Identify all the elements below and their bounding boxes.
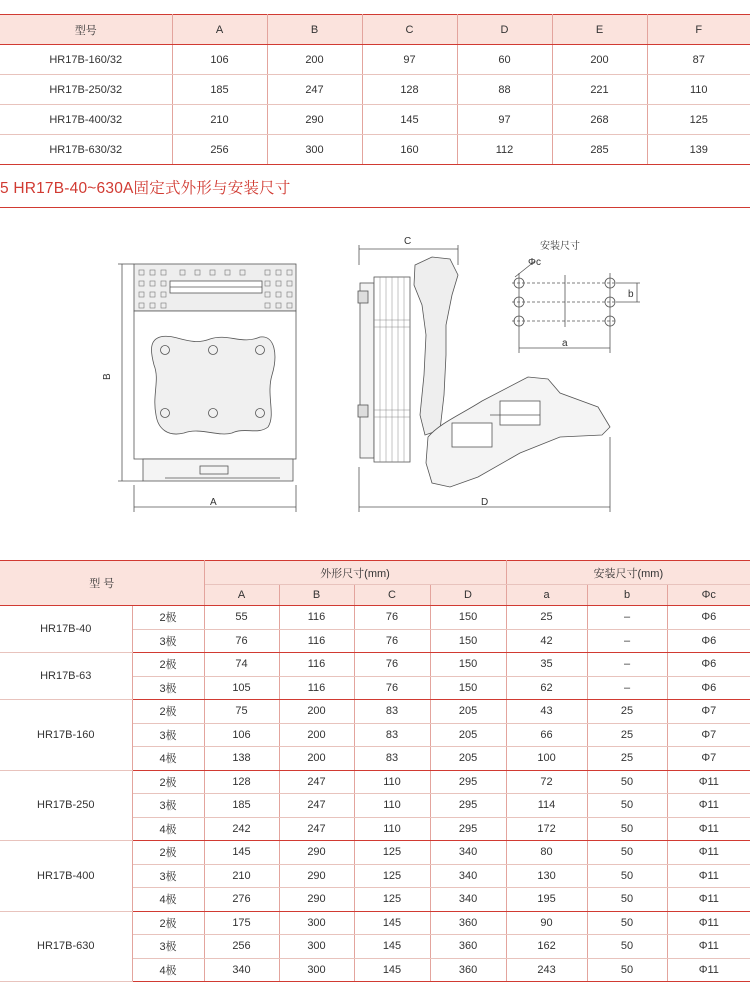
table-cell: 195 bbox=[506, 888, 587, 912]
table-cell: 50 bbox=[587, 841, 667, 865]
table-cell: 290 bbox=[279, 841, 354, 865]
table-row bbox=[0, 911, 750, 935]
table-cell: 72 bbox=[506, 770, 587, 794]
sub-header-cell: b bbox=[587, 585, 667, 606]
table-cell: Φ11 bbox=[667, 841, 750, 865]
pole-cell: 2极 bbox=[132, 911, 204, 935]
mount-hole-label: Φc bbox=[528, 257, 541, 268]
sub-header-cell: B bbox=[279, 585, 354, 606]
table-row bbox=[0, 75, 750, 105]
table-cell: 340 bbox=[204, 958, 279, 982]
table-cell: 205 bbox=[430, 723, 506, 747]
table-row bbox=[0, 606, 750, 630]
table-cell: Φ6 bbox=[667, 606, 750, 630]
table-cell: – bbox=[587, 653, 667, 677]
table-cell: 50 bbox=[587, 794, 667, 818]
table-cell: 340 bbox=[430, 888, 506, 912]
table-cell: 150 bbox=[430, 676, 506, 700]
table-cell: 295 bbox=[430, 794, 506, 818]
table-cell: 221 bbox=[552, 75, 647, 105]
dimension-table-32 bbox=[0, 14, 750, 165]
table-cell: Φ11 bbox=[667, 935, 750, 959]
table-cell: 62 bbox=[506, 676, 587, 700]
table-cell: 90 bbox=[506, 911, 587, 935]
table-cell: 128 bbox=[362, 75, 457, 105]
table-body bbox=[0, 606, 750, 982]
table-cell: 25 bbox=[587, 747, 667, 771]
table-cell: Φ11 bbox=[667, 817, 750, 841]
table-row bbox=[0, 653, 750, 677]
table-cell: 242 bbox=[204, 817, 279, 841]
sub-header-cell: C bbox=[354, 585, 430, 606]
table-cell: 200 bbox=[279, 700, 354, 724]
table-cell: 116 bbox=[279, 606, 354, 630]
pole-cell: 3极 bbox=[132, 794, 204, 818]
table-cell: 128 bbox=[204, 770, 279, 794]
table-cell: 50 bbox=[587, 911, 667, 935]
table-cell: 112 bbox=[457, 135, 552, 165]
table-cell: 172 bbox=[506, 817, 587, 841]
table-cell: 25 bbox=[587, 700, 667, 724]
table-cell: 276 bbox=[204, 888, 279, 912]
table-cell: 74 bbox=[204, 653, 279, 677]
mounting-pattern bbox=[512, 261, 640, 353]
table-cell: 200 bbox=[552, 45, 647, 75]
table-cell: 42 bbox=[506, 629, 587, 653]
pole-cell: 3极 bbox=[132, 935, 204, 959]
pole-cell: 3极 bbox=[132, 629, 204, 653]
header-cell: A bbox=[172, 15, 267, 45]
table-cell: Φ7 bbox=[667, 700, 750, 724]
table-cell: 360 bbox=[430, 958, 506, 982]
table-cell: 110 bbox=[354, 817, 430, 841]
table-cell: 243 bbox=[506, 958, 587, 982]
table-cell: 210 bbox=[204, 864, 279, 888]
table-cell: 268 bbox=[552, 105, 647, 135]
table-cell: 200 bbox=[279, 747, 354, 771]
table-cell: Φ11 bbox=[667, 888, 750, 912]
pole-cell: 2极 bbox=[132, 841, 204, 865]
header-cell: D bbox=[457, 15, 552, 45]
table-cell: 76 bbox=[204, 629, 279, 653]
pole-cell: 2极 bbox=[132, 653, 204, 677]
table-cell: 80 bbox=[506, 841, 587, 865]
table-row bbox=[0, 700, 750, 724]
table-cell: 138 bbox=[204, 747, 279, 771]
table-cell: – bbox=[587, 606, 667, 630]
table-cell: 205 bbox=[430, 700, 506, 724]
pole-cell: 2极 bbox=[132, 700, 204, 724]
sub-header-cell: a bbox=[506, 585, 587, 606]
header-cell: 型号 bbox=[0, 15, 172, 45]
table-cell: 125 bbox=[354, 864, 430, 888]
table-cell: 295 bbox=[430, 770, 506, 794]
sub-header-cell: A bbox=[204, 585, 279, 606]
table-cell: 200 bbox=[267, 45, 362, 75]
table-cell: 110 bbox=[647, 75, 750, 105]
table-cell: 256 bbox=[172, 135, 267, 165]
table-cell: Φ11 bbox=[667, 911, 750, 935]
table-cell: 139 bbox=[647, 135, 750, 165]
table-cell: Φ6 bbox=[667, 653, 750, 677]
model-header: 型 号 bbox=[0, 561, 204, 606]
table-cell: 162 bbox=[506, 935, 587, 959]
pole-cell: 4极 bbox=[132, 817, 204, 841]
table-cell: 110 bbox=[354, 770, 430, 794]
table-cell: 175 bbox=[204, 911, 279, 935]
table-cell: 145 bbox=[354, 958, 430, 982]
table-cell: 76 bbox=[354, 676, 430, 700]
outline-drawing bbox=[0, 215, 750, 515]
sub-header-cell: D bbox=[430, 585, 506, 606]
table-cell: 50 bbox=[587, 817, 667, 841]
pole-cell: 3极 bbox=[132, 723, 204, 747]
table-row bbox=[0, 841, 750, 865]
table-cell: 75 bbox=[204, 700, 279, 724]
install-header: 安装尺寸(mm) bbox=[506, 561, 750, 585]
table-cell: 35 bbox=[506, 653, 587, 677]
table-cell: – bbox=[587, 629, 667, 653]
table-cell: 116 bbox=[279, 676, 354, 700]
table-cell: 290 bbox=[267, 105, 362, 135]
table-cell: 205 bbox=[430, 747, 506, 771]
pole-cell: 3极 bbox=[132, 676, 204, 700]
mount-title: 安装尺寸 bbox=[540, 241, 580, 252]
table-cell: 150 bbox=[430, 653, 506, 677]
table-cell: 97 bbox=[362, 45, 457, 75]
table-cell: 340 bbox=[430, 841, 506, 865]
table-cell: 110 bbox=[354, 794, 430, 818]
model-cell: HR17B-630 bbox=[0, 911, 132, 982]
table-cell: Φ11 bbox=[667, 864, 750, 888]
table-cell: 83 bbox=[354, 723, 430, 747]
table-cell: 360 bbox=[430, 935, 506, 959]
table-cell: 160 bbox=[362, 135, 457, 165]
table-cell: HR17B-630/32 bbox=[0, 135, 172, 165]
dimension-label-c: C bbox=[404, 236, 412, 247]
dimension-label-d: D bbox=[481, 497, 489, 508]
table-cell: HR17B-400/32 bbox=[0, 105, 172, 135]
table-cell: 55 bbox=[204, 606, 279, 630]
table-cell: 114 bbox=[506, 794, 587, 818]
table-cell: 256 bbox=[204, 935, 279, 959]
header-cell: C bbox=[362, 15, 457, 45]
table-cell: 50 bbox=[587, 770, 667, 794]
table-cell: Φ6 bbox=[667, 676, 750, 700]
table-cell: 125 bbox=[647, 105, 750, 135]
table-cell: 247 bbox=[279, 817, 354, 841]
dimension-table-main bbox=[0, 560, 750, 982]
table-cell: 360 bbox=[430, 911, 506, 935]
table-cell: 25 bbox=[506, 606, 587, 630]
model-cell: HR17B-400 bbox=[0, 841, 132, 912]
table-cell: 300 bbox=[279, 911, 354, 935]
table-cell: 145 bbox=[354, 911, 430, 935]
outline-header: 外形尺寸(mm) bbox=[204, 561, 506, 585]
table-cell: 290 bbox=[279, 888, 354, 912]
pole-cell: 3极 bbox=[132, 864, 204, 888]
front-view bbox=[118, 264, 296, 512]
table-cell: 247 bbox=[279, 794, 354, 818]
table-cell: 185 bbox=[172, 75, 267, 105]
table-cell: 290 bbox=[279, 864, 354, 888]
model-cell: HR17B-40 bbox=[0, 606, 132, 653]
header-cell: F bbox=[647, 15, 750, 45]
pole-cell: 4极 bbox=[132, 747, 204, 771]
table-cell: 210 bbox=[172, 105, 267, 135]
table-cell: 83 bbox=[354, 700, 430, 724]
model-cell: HR17B-160 bbox=[0, 700, 132, 771]
model-cell: HR17B-63 bbox=[0, 653, 132, 700]
table-cell: 300 bbox=[267, 135, 362, 165]
table-cell: 105 bbox=[204, 676, 279, 700]
table-cell: 106 bbox=[172, 45, 267, 75]
table-cell: 88 bbox=[457, 75, 552, 105]
table-cell: 145 bbox=[204, 841, 279, 865]
table-cell: – bbox=[587, 676, 667, 700]
side-view bbox=[358, 245, 610, 512]
table-cell: 300 bbox=[279, 935, 354, 959]
table-row bbox=[0, 105, 750, 135]
model-cell: HR17B-250 bbox=[0, 770, 132, 841]
section-title: 5 HR17B-40~630A固定式外形与安装尺寸 bbox=[0, 180, 291, 197]
table-cell: 76 bbox=[354, 653, 430, 677]
table-cell: 300 bbox=[279, 958, 354, 982]
table-cell: 145 bbox=[354, 935, 430, 959]
table-cell: 43 bbox=[506, 700, 587, 724]
pole-cell: 2极 bbox=[132, 606, 204, 630]
table-cell: 25 bbox=[587, 723, 667, 747]
section-divider bbox=[0, 207, 750, 208]
table-cell: 100 bbox=[506, 747, 587, 771]
header-cell: E bbox=[552, 15, 647, 45]
table-cell: 87 bbox=[647, 45, 750, 75]
table-cell: Φ11 bbox=[667, 770, 750, 794]
table-cell: 76 bbox=[354, 606, 430, 630]
table-cell: Φ7 bbox=[667, 747, 750, 771]
pole-cell: 4极 bbox=[132, 888, 204, 912]
table-cell: 295 bbox=[430, 817, 506, 841]
table-cell: Φ6 bbox=[667, 629, 750, 653]
mount-b-label: b bbox=[628, 289, 634, 300]
table-cell: 60 bbox=[457, 45, 552, 75]
table-cell: Φ7 bbox=[667, 723, 750, 747]
table-cell: 247 bbox=[279, 770, 354, 794]
table-cell: 97 bbox=[457, 105, 552, 135]
table-cell: 50 bbox=[587, 935, 667, 959]
table-cell: 150 bbox=[430, 606, 506, 630]
table-row bbox=[0, 770, 750, 794]
table-cell: 50 bbox=[587, 864, 667, 888]
table-cell: 50 bbox=[587, 958, 667, 982]
dimension-label-b: B bbox=[102, 373, 113, 380]
table-cell: 185 bbox=[204, 794, 279, 818]
table-row bbox=[0, 135, 750, 165]
table-cell: 83 bbox=[354, 747, 430, 771]
table-cell: HR17B-250/32 bbox=[0, 75, 172, 105]
table-cell: 150 bbox=[430, 629, 506, 653]
table-cell: Φ11 bbox=[667, 958, 750, 982]
table-cell: 340 bbox=[430, 864, 506, 888]
table-cell: 116 bbox=[279, 653, 354, 677]
table-cell: 130 bbox=[506, 864, 587, 888]
table-cell: 285 bbox=[552, 135, 647, 165]
table-cell: 200 bbox=[279, 723, 354, 747]
table-cell: 66 bbox=[506, 723, 587, 747]
table-cell: 116 bbox=[279, 629, 354, 653]
table-cell: 106 bbox=[204, 723, 279, 747]
header-cell: B bbox=[267, 15, 362, 45]
table-cell: 145 bbox=[362, 105, 457, 135]
table-cell: 125 bbox=[354, 841, 430, 865]
mount-a-label: a bbox=[562, 338, 568, 349]
table-cell: 247 bbox=[267, 75, 362, 105]
table-cell: 76 bbox=[354, 629, 430, 653]
table-row bbox=[0, 45, 750, 75]
pole-cell: 4极 bbox=[132, 958, 204, 982]
table-cell: 50 bbox=[587, 888, 667, 912]
sub-header-cell: Φc bbox=[667, 585, 750, 606]
pole-cell: 2极 bbox=[132, 770, 204, 794]
table-header-row bbox=[0, 15, 750, 45]
table-cell: HR17B-160/32 bbox=[0, 45, 172, 75]
table-cell: Φ11 bbox=[667, 794, 750, 818]
table-cell: 125 bbox=[354, 888, 430, 912]
dimension-label-a: A bbox=[210, 497, 217, 508]
